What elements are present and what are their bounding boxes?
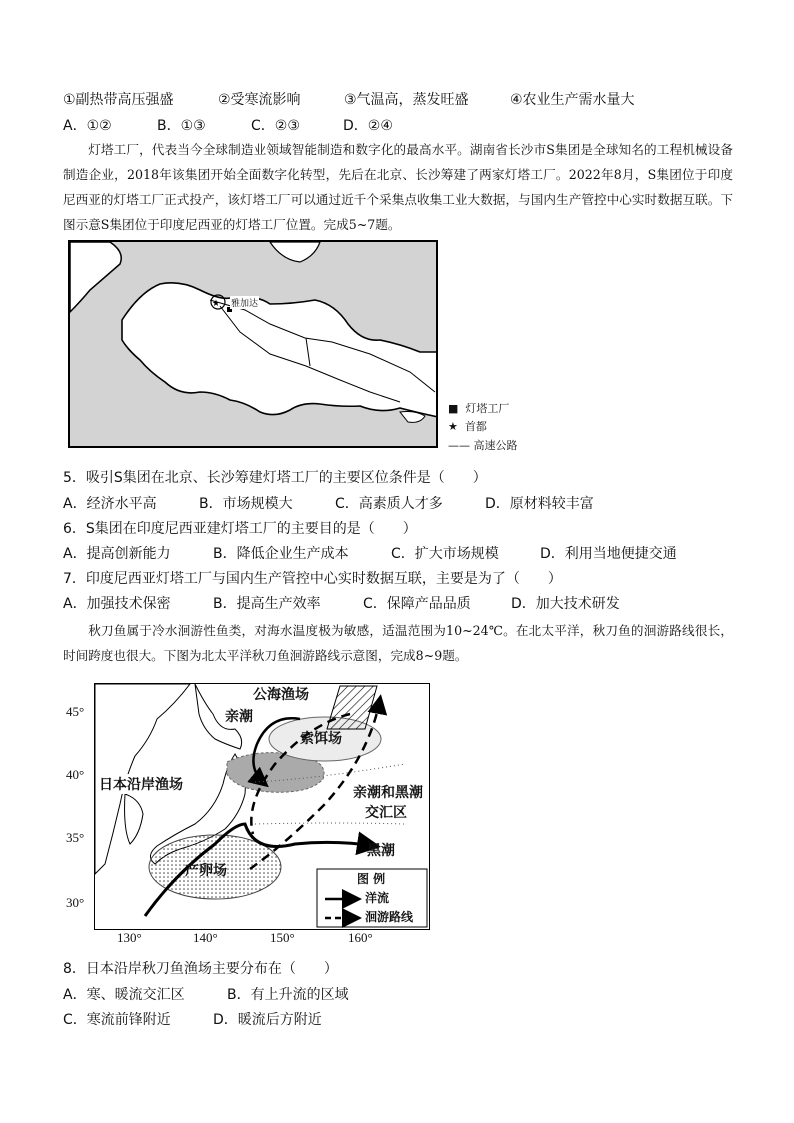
legend-title: 图 例 [357, 872, 386, 886]
passage2-text: 秋刀鱼属于冷水洄游性鱼类，对海水温度极为敏感，适温范围为10~24℃。在北太平洋，秋刀鱼的洄游路线很长，时间跨度也很大。下图为北太平洋秋刀鱼洄游路线示意图，完成8~9题。 [63, 623, 733, 663]
q4-option-3: ③气温高，蒸发旺盛 [344, 92, 469, 108]
q8-option-c: C．寒流前锋附近 [63, 1012, 171, 1028]
q5-option-c: C．高素质人才多 [335, 496, 443, 512]
label-kuroshio: 黑潮 [367, 843, 395, 859]
capital-star-icon: ★ [211, 299, 221, 309]
q7-option-a: A．加强技术保密 [63, 596, 171, 612]
legend-highway [448, 439, 518, 453]
saury-migration-map [94, 683, 430, 930]
q5-option-a: A．经济水平高 [63, 496, 157, 512]
lat-tick-30: 30° [66, 895, 85, 910]
korea [125, 794, 143, 844]
label-japan-coastal: 日本沿岸渔场 [99, 774, 183, 794]
lon-tick-150: 150° [270, 930, 295, 945]
q4-option-1: ①副热带高压强盛 [63, 92, 174, 108]
q4-answer-b: B．①③ [157, 118, 206, 134]
legend-factory [448, 402, 509, 416]
confluence-boundary-south [255, 823, 405, 824]
q5-stem: 5．吸引S集团在北京、长沙筹建灯塔工厂的主要区位条件是（ ） [63, 470, 487, 486]
label-feeding-ground: 索饵场 [300, 731, 342, 747]
label-confluence-1: 亲潮和黑潮 [353, 785, 423, 801]
q7-option-b: B．提高生产效率 [213, 596, 321, 612]
label-high-seas: 公海渔场 [253, 687, 309, 703]
q4-answer-d: D．②④ [343, 118, 393, 134]
q8-option-d: D．暖流后方附近 [213, 1012, 322, 1028]
passage-text: 灯塔工厂，代表当今全球制造业领域智能制造和数字化的最高水平。湖南省长沙市S集团是全球知名的工程机械设备制造企业，2018年该集团开始全面数字化转型，先后在北京、长沙筹建了两家灯塔工厂。2022年8月，S集团位于印度尼西亚的灯塔工厂正式投产，该灯塔工厂可以通过近千个采集点收集工业大数据，与国内生产管控中心实时数据互联。下图示意S集团位于印度尼西亚的灯塔工厂位置。完成5~7题。 [63, 142, 733, 232]
q8-option-a: A．寒、暖流交汇区 [63, 987, 185, 1003]
legend-current-label: 洋流 [365, 891, 390, 905]
q6-option-a: A．提高创新能力 [63, 546, 171, 562]
q4-option-2: ②受寒流影响 [218, 92, 301, 108]
city-label-jakarta: 雅加达 [230, 296, 259, 309]
q5-option-d: D．原材料较丰富 [485, 496, 594, 512]
borneo-landmass [270, 242, 320, 262]
lat-tick-35: 35° [66, 830, 85, 845]
q4-answer-c: C．②③ [251, 118, 300, 134]
line-legend-icon: —— [448, 439, 470, 452]
q7-stem: 7．印度尼西亚灯塔工厂与国内生产管控中心实时数据互联，主要是为了（ ） [63, 571, 562, 587]
factory-legend-icon: ■ [448, 402, 459, 415]
label-oyashio: 亲潮 [225, 709, 253, 725]
label-spawning-ground: 产卵场 [185, 863, 227, 879]
q6-option-d: D．利用当地便捷交通 [540, 546, 677, 562]
q6-option-c: C．扩大市场规模 [391, 546, 499, 562]
legend-factory-label: 灯塔工厂 [465, 402, 510, 415]
q5-option-b: B．市场规模大 [199, 496, 293, 512]
q7-option-d: D．加大技术研发 [511, 596, 620, 612]
star-legend-icon: ★ [448, 420, 458, 433]
java-map [68, 240, 438, 448]
lat-tick-40: 40° [66, 767, 85, 782]
high-seas-fishery [327, 686, 377, 729]
lon-tick-160: 160° [348, 930, 373, 945]
passage-lighthouse-factory [63, 137, 733, 237]
legend-route-label: 洄游路线 [365, 910, 414, 924]
q4-answer-a: A．①② [63, 118, 112, 134]
passage-saury [63, 618, 733, 668]
q8-option-b: B．有上升流的区域 [227, 987, 349, 1003]
legend-highway-label: 高速公路 [473, 439, 518, 452]
q4-option-4: ④农业生产需水量大 [510, 92, 635, 108]
q8-stem: 8．日本沿岸秋刀鱼渔场主要分布在（ ） [63, 961, 338, 977]
lon-tick-130: 130° [117, 930, 142, 945]
java-landmass [122, 283, 438, 417]
q7-option-c: C．保障产品品质 [363, 596, 471, 612]
q6-stem: 6．S集团在印度尼西亚建灯塔工厂的主要目的是（ ） [63, 521, 417, 537]
q6-option-b: B．降低企业生产成本 [213, 546, 349, 562]
sumatra-landmass [70, 242, 121, 312]
lat-tick-45: 45° [66, 704, 85, 719]
label-confluence-2: 交汇区 [365, 805, 407, 821]
lon-tick-140: 140° [193, 930, 218, 945]
legend-capital [448, 420, 487, 434]
legend-capital-label: 首都 [464, 420, 487, 433]
java-map-svg [70, 242, 438, 448]
